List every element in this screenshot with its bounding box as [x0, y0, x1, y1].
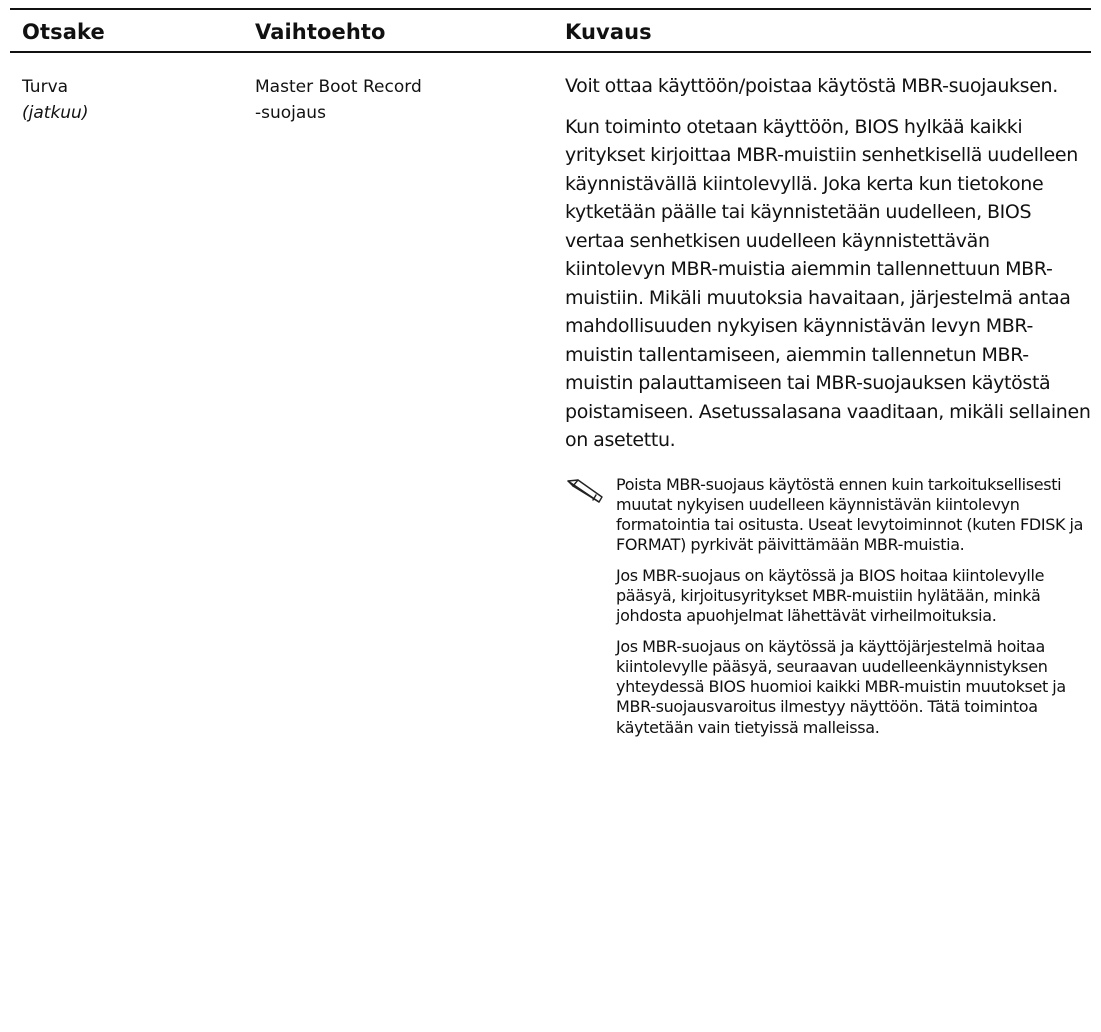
topic-label: Turva	[22, 77, 69, 97]
description-paragraph-1: Voit ottaa käyttöön/poistaa käytöstä MBR-suojauksen.	[565, 75, 1058, 97]
option-label-line1: Master Boot Record	[255, 77, 422, 97]
topic-continued-label: (jatkuu)	[22, 103, 89, 123]
header-kuvaus: Kuvaus	[565, 20, 652, 44]
table-top-rule	[10, 8, 1091, 10]
description-cell	[565, 72, 1091, 748]
description-paragraph-2: Kun toiminto otetaan käyttöön, BIOS hylkää kaikki yritykset kirjoittaa MBR-muistiin senhetkisellä uudelleen käynnistävällä kiintolevyllä. Joka kerta kun tietokone kytketään päälle tai käynnistetään uudelleen, BIOS vertaa senhetkisen uudelleen käynnistettävän kiintolevyn MBR-muistia aiemmin tallennettuun MBR-muistiin. Mikäli muutoksia havaitaan, järjestelmä antaa mahdollisuuden nykyisen käynnistävän levyn MBR-muistin tallentamiseen, aiemmin tallennetun MBR-muistin palauttamiseen tai MBR-suojauksen käytöstä poistamiseen. Asetussalasana vaaditaan, mikäli sellainen on asetettu.	[565, 115, 1091, 451]
header-otsake: Otsake	[22, 20, 105, 44]
table-header-rule	[10, 51, 1091, 53]
note-paragraph-2: Jos MBR-suojaus on käytössä ja BIOS hoitaa kiintolevylle pääsyä, kirjoitusyritykset MBR-muistiin hylätään, minkä johdosta apuohjelmat lähettävät virheilmoituksia.	[616, 565, 1045, 626]
pencil-note-icon	[565, 477, 605, 505]
note-paragraph-1: Poista MBR-suojaus käytöstä ennen kuin tarkoituksellisesti muutat nykyisen uudelleen käynnistävän kiintolevyn formatointia tai ositusta. Useat levytoiminnot (kuten FDISK ja FORMAT) pyrkivät päivittämään MBR-muistia.	[616, 474, 1084, 555]
topic-cell	[22, 74, 242, 126]
table-header	[0, 15, 1101, 49]
header-vaihtoehto: Vaihtoehto	[255, 20, 386, 44]
note-block	[565, 475, 1091, 739]
note-paragraph-3: Jos MBR-suojaus on käytössä ja käyttöjärjestelmä hoitaa kiintolevylle pääsyä, seuraavan uudelleenkäynnistyksen yhteydessä BIOS huomioi kaikki MBR-muistin muutokset ja MBR-suojausvaroitus ilmestyy näyttöön. Tätä toimintoa käytetään vain tietyissä malleissa.	[616, 636, 1066, 737]
option-cell	[255, 74, 545, 126]
option-label-line2: -suojaus	[255, 103, 326, 123]
